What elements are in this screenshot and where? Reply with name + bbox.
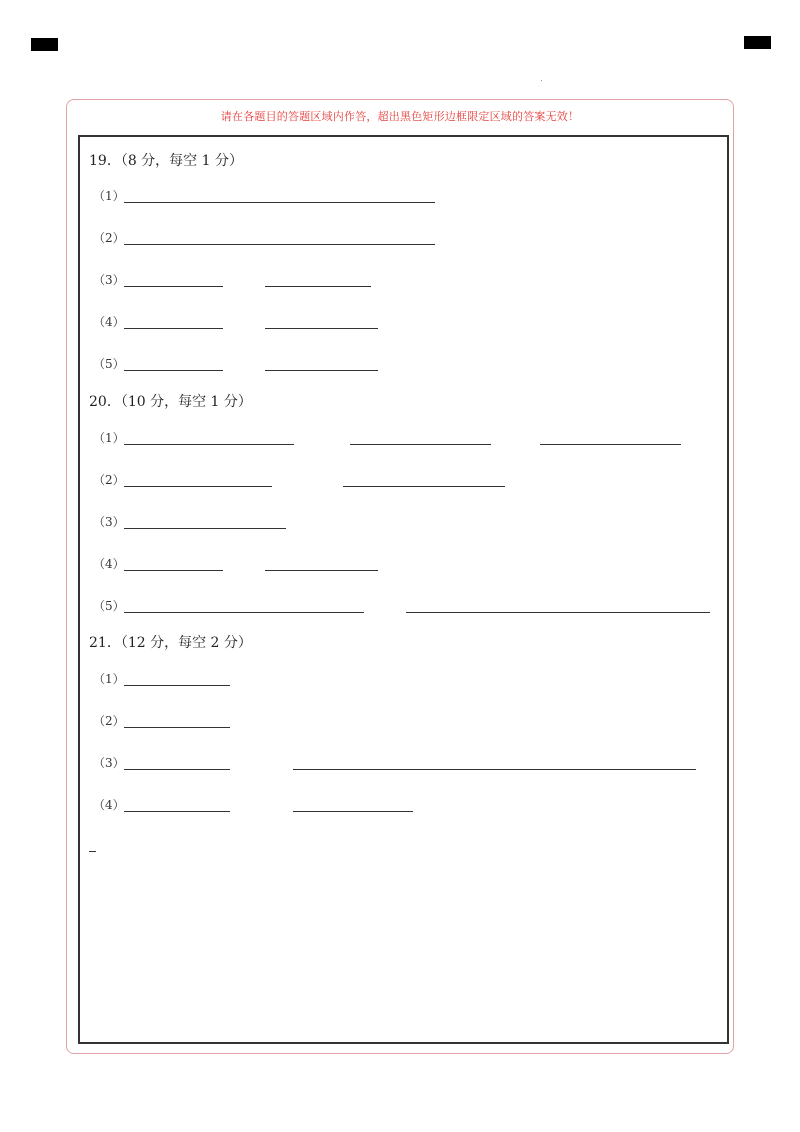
q20-part-5-label: （5）	[93, 599, 125, 613]
q19-2-blank-1[interactable]	[124, 244, 435, 245]
question-20-title: 20．（10 分，每空 1 分）	[89, 394, 252, 410]
question-19-title: 19．（8 分，每空 1 分）	[89, 153, 243, 169]
q20-4-blank-1[interactable]	[124, 570, 223, 571]
q19-5-blank-1[interactable]	[124, 370, 223, 371]
q19-1-blank-1[interactable]	[124, 202, 435, 203]
q19-3-blank-1[interactable]	[124, 286, 223, 287]
answer-box	[78, 135, 729, 1044]
q20-5-blank-1[interactable]	[124, 612, 364, 613]
q19-4-blank-2[interactable]	[265, 328, 378, 329]
q21-4-blank-2[interactable]	[293, 811, 413, 812]
q20-part-4-label: （4）	[93, 557, 125, 571]
q19-part-5-label: （5）	[93, 357, 125, 371]
q21-3-blank-1[interactable]	[124, 769, 230, 770]
alignment-marker-right	[744, 36, 771, 49]
q20-1-blank-2[interactable]	[350, 444, 491, 445]
alignment-marker-left	[31, 38, 58, 51]
q19-part-1-label: （1）	[93, 189, 125, 203]
question-21-title: 21．（12 分，每空 2 分）	[89, 635, 252, 651]
q21-part-1-label: （1）	[93, 672, 125, 686]
q21-2-blank-1[interactable]	[124, 727, 230, 728]
q20-part-2-label: （2）	[93, 473, 125, 487]
q20-2-blank-1[interactable]	[124, 486, 272, 487]
q19-part-3-label: （3）	[93, 273, 125, 287]
q20-5-blank-2[interactable]	[406, 612, 710, 613]
q20-3-blank-1[interactable]	[124, 528, 286, 529]
q21-part-3-label: （3）	[93, 756, 125, 770]
q21-part-4-label: （4）	[93, 798, 125, 812]
q20-part-1-label: （1）	[93, 431, 125, 445]
q21-part-2-label: （2）	[93, 714, 125, 728]
q19-5-blank-2[interactable]	[265, 370, 378, 371]
stray-dash-mark	[89, 851, 96, 852]
q20-part-3-label: （3）	[93, 515, 125, 529]
q19-3-blank-2[interactable]	[265, 286, 371, 287]
speck	[541, 80, 542, 81]
q19-part-4-label: （4）	[93, 315, 125, 329]
q21-4-blank-1[interactable]	[124, 811, 230, 812]
answer-notice: 请在各题目的答题区域内作答，超出黑色矩形边框限定区域的答案无效！	[220, 110, 580, 123]
q21-3-blank-2[interactable]	[293, 769, 696, 770]
q20-4-blank-2[interactable]	[265, 570, 378, 571]
q20-2-blank-2[interactable]	[343, 486, 505, 487]
q21-1-blank-1[interactable]	[124, 685, 230, 686]
q20-1-blank-3[interactable]	[540, 444, 681, 445]
q19-part-2-label: （2）	[93, 231, 125, 245]
q20-1-blank-1[interactable]	[124, 444, 294, 445]
q19-4-blank-1[interactable]	[124, 328, 223, 329]
